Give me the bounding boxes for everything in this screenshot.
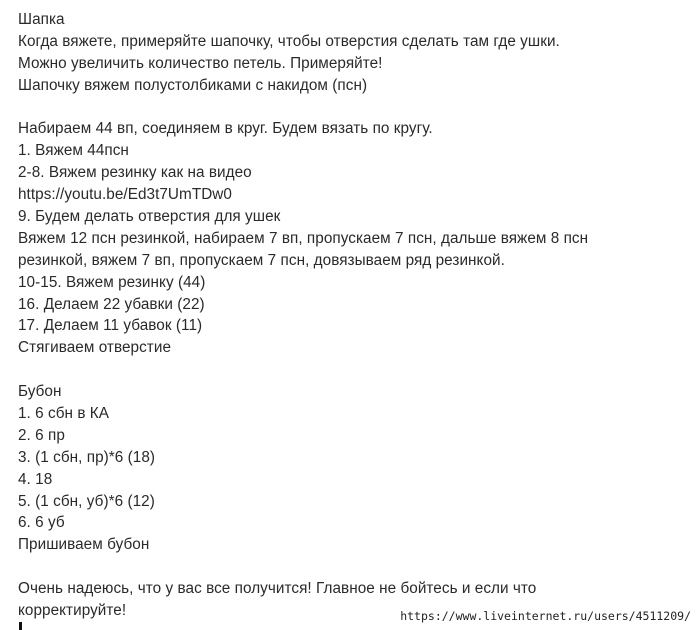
hat-step-line: 17. Делаем 11 убавок (11) — [18, 317, 203, 335]
hat-intro-line: Шапочку вяжем полустолбиками с накидом (псн) — [18, 76, 368, 94]
hat-step-line: резинкой, вяжем 7 вп, пропускаем 7 псн, довязываем ряд резинкой. — [18, 251, 505, 269]
pompom-step-line: 3. (1 сбн, пр)*6 (18) — [18, 448, 156, 466]
hat-intro-line: Можно увеличить количество петель. Примеряйте! — [18, 54, 383, 72]
hat-step-line: Вяжем 12 псн резинкой, набираем 7 вп, пропускаем 7 псн, дальше вяжем 8 псн — [18, 229, 589, 247]
pompom-step-line: 5. (1 сбн, уб)*6 (12) — [18, 492, 155, 510]
hat-step-line: Набираем 44 вп, соединяем в круг. Будем вязать по кругу. — [18, 120, 433, 138]
hat-step-line: 10-15. Вяжем резинку (44) — [18, 273, 206, 291]
hat-step-line: 2-8. Вяжем резинку как на видео — [18, 164, 252, 182]
pompom-step-line: Пришиваем бубон — [18, 536, 150, 554]
hat-title: Шапка — [18, 11, 65, 28]
pompom-step-line: 1. 6 сбн в КА — [18, 405, 110, 423]
paragraph-gap — [18, 359, 688, 381]
pompom-step-line: 6. 6 уб — [18, 514, 65, 532]
pattern-document — [18, 9, 688, 622]
hat-step-line: 1. Вяжем 44псн — [18, 142, 129, 160]
paragraph-gap — [18, 97, 688, 119]
hat-step-line: 9. Будем делать отверстия для ушек — [18, 208, 281, 226]
closing-line: Очень надеюсь, что у вас все получится! Главное не бойтесь и если что — [18, 580, 537, 598]
hat-step-line: Стягиваем отверстие — [18, 339, 171, 357]
paragraph-gap — [18, 556, 688, 578]
pompom-title: Бубон — [18, 383, 62, 401]
hat-step-line: 16. Делаем 22 убавки (22) — [18, 295, 205, 313]
text-cursor-mark — [19, 622, 22, 630]
source-watermark: https://www.liveinternet.ru/users/4511209/ — [400, 609, 691, 623]
hat-intro-line: Когда вяжете, примеряйте шапочку, чтобы отверстия сделать там где ушки. — [18, 32, 560, 50]
closing-line: корректируйте! — [18, 602, 127, 620]
video-link-text: https://youtu.be/Ed3t7UmTDw0 — [18, 186, 232, 204]
pompom-step-line: 4. 18 — [18, 470, 53, 488]
pompom-step-line: 2. 6 пр — [18, 426, 65, 444]
